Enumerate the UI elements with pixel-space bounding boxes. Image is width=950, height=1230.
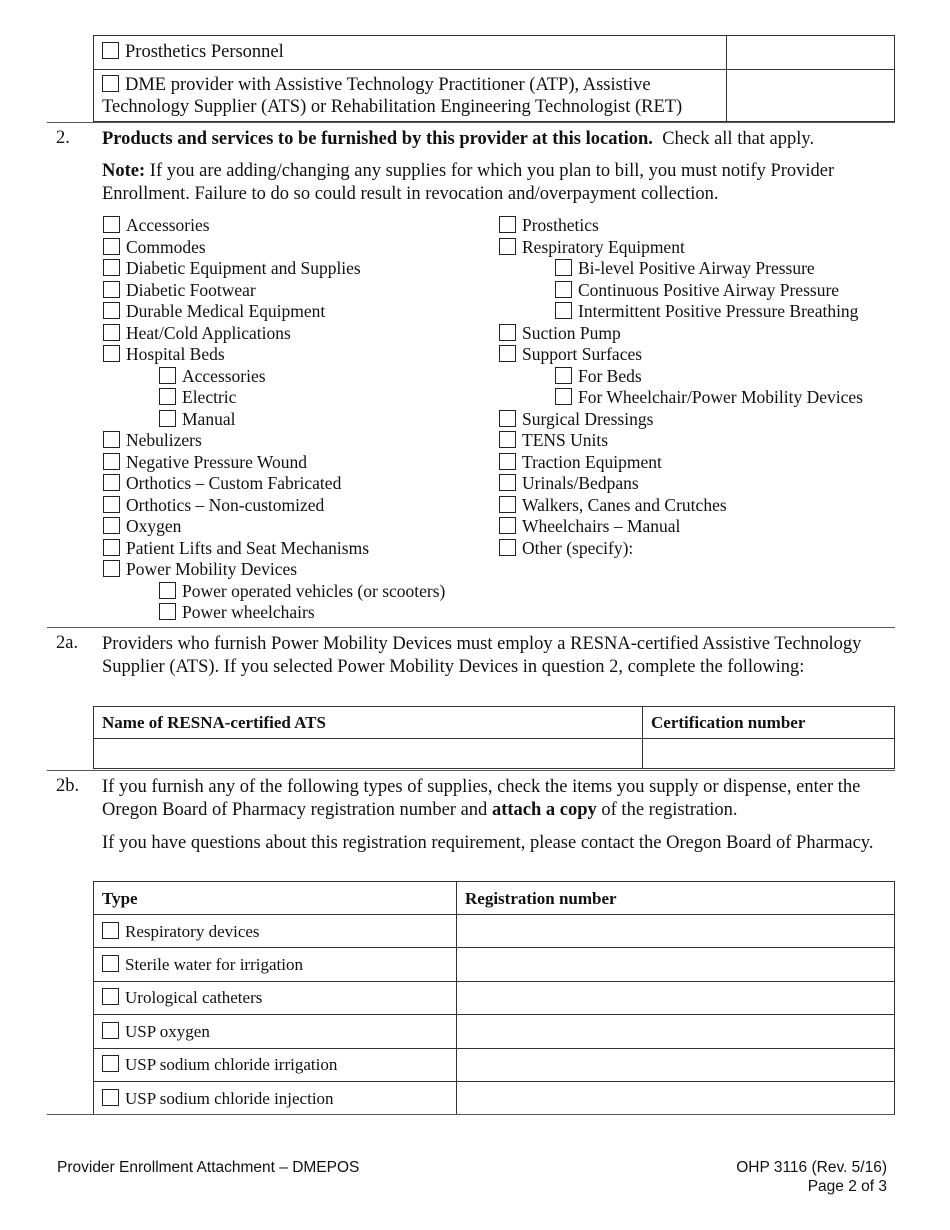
type-label: USP sodium chloride injection: [125, 1088, 334, 1108]
checklist-item: [499, 538, 633, 559]
table-row: [94, 70, 727, 122]
checklist-label: Manual: [182, 408, 236, 429]
checkbox[interactable]: [102, 922, 119, 939]
checklist-label: For Wheelchair/Power Mobility Devices: [578, 387, 863, 407]
checkbox[interactable]: [555, 281, 572, 298]
checklist-label: TENS Units: [522, 430, 609, 450]
registration-input-cell[interactable]: [457, 915, 895, 948]
checklist-label: Bi-level Positive Airway Pressure: [578, 258, 815, 278]
checkbox[interactable]: [499, 216, 516, 233]
column-header: Type: [94, 882, 457, 915]
checklist-item: [555, 280, 839, 301]
checklist-label: Power operated vehicles (or scooters): [182, 580, 446, 601]
checklist-item: [499, 344, 642, 365]
checklist-label: Intermittent Positive Pressure Breathing: [578, 301, 859, 321]
type-label: Sterile water for irrigation: [125, 955, 303, 975]
type-cell: [94, 1081, 457, 1114]
checklist-item: [499, 495, 727, 516]
note-text: If you are adding/changing any supplies for which you plan to bill, you must notify Provider Enrollment. Failure to do so could result in revocation and/overpayment collection.: [102, 161, 835, 204]
checkbox[interactable]: [499, 539, 516, 556]
checkbox[interactable]: [103, 324, 120, 341]
checklist-label: Heat/Cold Applications: [126, 322, 291, 343]
checklist-label: Oxygen: [126, 516, 182, 536]
table-row: [94, 1081, 895, 1114]
note-label: Note:: [102, 161, 146, 181]
checkbox[interactable]: [103, 431, 120, 448]
registration-input-cell[interactable]: [457, 981, 895, 1014]
checklist-item: [103, 258, 361, 279]
checklist-label: Power wheelchairs: [182, 602, 315, 622]
question-text: Providers who furnish Power Mobility Devices must employ a RESNA-certified Assistive Technology Supplier (ATS). If you selected Power Mobility Devices in question 2, complete the following:: [102, 634, 862, 677]
checkbox[interactable]: [102, 42, 119, 59]
checklist-label: Nebulizers: [126, 430, 202, 450]
checklist-label: Accessories: [126, 215, 210, 235]
checklist-item: [555, 258, 815, 279]
checkbox[interactable]: [103, 238, 120, 255]
checkbox[interactable]: [103, 517, 120, 534]
checklist-label: Electric: [182, 387, 237, 407]
table-row: [94, 948, 895, 981]
checkbox[interactable]: [103, 259, 120, 276]
checkbox[interactable]: [555, 302, 572, 319]
type-label: Urological catheters: [125, 988, 263, 1008]
type-label: USP oxygen: [125, 1021, 210, 1041]
registration-input-cell[interactable]: [457, 1048, 895, 1081]
checklist-item: [103, 344, 225, 365]
checklist-label: Walkers, Canes and Crutches: [522, 494, 727, 515]
footer-left: Provider Enrollment Attachment – DMEPOS: [57, 1159, 360, 1176]
checklist-item: [499, 323, 621, 344]
checklist-item: [499, 237, 685, 258]
checkbox[interactable]: [103, 216, 120, 233]
type-label: USP sodium chloride irrigation: [125, 1055, 338, 1075]
table-cell: [727, 70, 895, 122]
checkbox[interactable]: [102, 75, 119, 92]
checkbox[interactable]: [499, 238, 516, 255]
checkbox[interactable]: [103, 453, 120, 470]
resna-table: [93, 706, 895, 769]
heading-bold: Products and services to be furnished by this provider at this location.: [102, 129, 653, 149]
checklist-item: [159, 409, 235, 430]
checklist-item: [103, 538, 369, 559]
checklist-item: [103, 495, 324, 516]
checklist-item: [103, 323, 291, 344]
checklist-label: Continuous Positive Airway Pressure: [578, 279, 840, 300]
checklist-label: Accessories: [182, 365, 266, 386]
question-number: 2a.: [56, 633, 79, 653]
checklist-label: Patient Lifts and Seat Mechanisms: [126, 537, 370, 558]
divider: [47, 770, 895, 771]
checklist-item: [103, 473, 341, 494]
checklist-item: [159, 581, 445, 602]
divider: [47, 627, 895, 628]
checklist-label: Other (specify):: [522, 537, 634, 558]
name-input-cell[interactable]: [94, 739, 643, 769]
checkbox[interactable]: [102, 988, 119, 1005]
column-header: Name of RESNA-certified ATS: [94, 707, 643, 739]
checkbox[interactable]: [103, 496, 120, 513]
checklist-label: Urinals/Bedpans: [522, 473, 639, 493]
checkbox[interactable]: [555, 367, 572, 384]
table-row: [94, 1015, 895, 1048]
checkbox[interactable]: [103, 345, 120, 362]
checklist-item: [499, 430, 608, 451]
checklist-label: Wheelchairs – Manual: [522, 516, 681, 536]
divider: [47, 1114, 895, 1115]
checklist-label: Surgical Dressings: [522, 408, 654, 429]
note: [102, 160, 892, 206]
divider: [47, 122, 895, 123]
checkbox[interactable]: [103, 302, 120, 319]
registration-input-cell[interactable]: [457, 948, 895, 981]
checklist-item: [103, 430, 202, 451]
registration-input-cell[interactable]: [457, 1015, 895, 1048]
footer-form-number: OHP 3116 (Rev. 5/16): [736, 1159, 887, 1176]
checklist-label: Respiratory Equipment: [522, 236, 685, 257]
checklist-item: [499, 409, 653, 430]
question-text: [102, 776, 892, 822]
text-before: If you furnish any of the following types of supplies, check the items you supply or dispense, enter the Oregon Board of Pharmacy registration number and: [102, 777, 861, 820]
checklist-label: Orthotics – Custom Fabricated: [126, 473, 342, 493]
row-label: DME provider with Assistive Technology Practitioner (ATP), Assistive Technology Supplier (ATS) or Rehabilitation Engineering Technologist (RET): [102, 74, 683, 117]
top-table: [93, 35, 895, 122]
checklist-item: [103, 215, 210, 236]
checklist-item: [555, 301, 858, 322]
cert-input-cell[interactable]: [643, 739, 895, 769]
checkbox[interactable]: [499, 431, 516, 448]
checklist-item: [103, 237, 206, 258]
checkbox[interactable]: [103, 539, 120, 556]
checklist-label: Diabetic Footwear: [126, 279, 256, 300]
checkbox[interactable]: [499, 517, 516, 534]
checkbox[interactable]: [159, 388, 176, 405]
checkbox[interactable]: [499, 345, 516, 362]
footer-page-number: Page 2 of 3: [807, 1178, 887, 1195]
text-bold: attach a copy: [491, 800, 597, 820]
type-cell: [94, 915, 457, 948]
checkbox[interactable]: [103, 560, 120, 577]
question-heading: [102, 128, 902, 151]
column-header: Registration number: [457, 882, 895, 915]
registration-input-cell[interactable]: [457, 1081, 895, 1114]
checklist-label: Support Surfaces: [522, 344, 643, 364]
checkbox[interactable]: [103, 281, 120, 298]
type-cell: [94, 981, 457, 1014]
checklist-item: [103, 280, 256, 301]
checklist-item: [499, 473, 639, 494]
checklist-item: [499, 516, 680, 537]
column-header: Certification number: [643, 707, 895, 739]
checklist-item: [159, 602, 315, 623]
checklist-label: Commodes: [126, 236, 206, 257]
checklist-item: [103, 301, 325, 322]
type-cell: [94, 948, 457, 981]
text-after: of the registration.: [601, 800, 738, 820]
table-row: [94, 1048, 895, 1081]
checklist-label: Diabetic Equipment and Supplies: [126, 258, 361, 278]
checklist-item: [499, 215, 599, 236]
checklist-item: [555, 366, 642, 387]
checkbox[interactable]: [499, 496, 516, 513]
checkbox[interactable]: [159, 410, 176, 427]
checkbox[interactable]: [159, 582, 176, 599]
checklist-item: [159, 366, 266, 387]
checklist-label: Durable Medical Equipment: [126, 301, 326, 321]
table-row: [94, 36, 727, 70]
table-row: [94, 915, 895, 948]
checkbox[interactable]: [102, 1055, 119, 1072]
checkbox[interactable]: [102, 1022, 119, 1039]
heading-suffix: Check all that apply.: [662, 129, 815, 149]
checkbox[interactable]: [102, 1089, 119, 1106]
checklist-item: [555, 387, 863, 408]
checklist-item: [499, 452, 662, 473]
checklist-item: [103, 559, 297, 580]
checklist-label: Negative Pressure Wound: [126, 451, 308, 472]
checkbox[interactable]: [103, 474, 120, 491]
checklist-label: For Beds: [578, 365, 642, 386]
checklist-item: [103, 452, 307, 473]
checklist-label: Power Mobility Devices: [126, 559, 298, 579]
table-cell: [727, 36, 895, 70]
checklist-item: [103, 516, 181, 537]
row-label: Prosthetics Personnel: [125, 42, 284, 62]
checklist-label: Orthotics – Non-customized: [126, 494, 325, 515]
checklist-label: Traction Equipment: [522, 451, 662, 472]
checkbox[interactable]: [499, 474, 516, 491]
table-row: [94, 981, 895, 1014]
question-text-2: If you have questions about this registration requirement, please contact the Oregon Board of Pharmacy.: [102, 833, 874, 853]
checkbox[interactable]: [555, 388, 572, 405]
type-cell: [94, 1048, 457, 1081]
checkbox[interactable]: [159, 367, 176, 384]
checkbox[interactable]: [102, 955, 119, 972]
checklist-item: [159, 387, 236, 408]
question-number: 2.: [56, 128, 70, 148]
registration-table: [93, 881, 895, 1115]
checklist-label: Prosthetics: [522, 215, 599, 235]
question-number: 2b.: [56, 776, 80, 796]
checkbox[interactable]: [159, 603, 176, 620]
type-label: Respiratory devices: [125, 921, 260, 941]
checkbox[interactable]: [499, 324, 516, 341]
type-cell: [94, 1015, 457, 1048]
checklist-label: Suction Pump: [522, 322, 621, 343]
checklist-label: Hospital Beds: [126, 344, 225, 364]
checkbox[interactable]: [499, 410, 516, 427]
checkbox[interactable]: [555, 259, 572, 276]
checkbox[interactable]: [499, 453, 516, 470]
